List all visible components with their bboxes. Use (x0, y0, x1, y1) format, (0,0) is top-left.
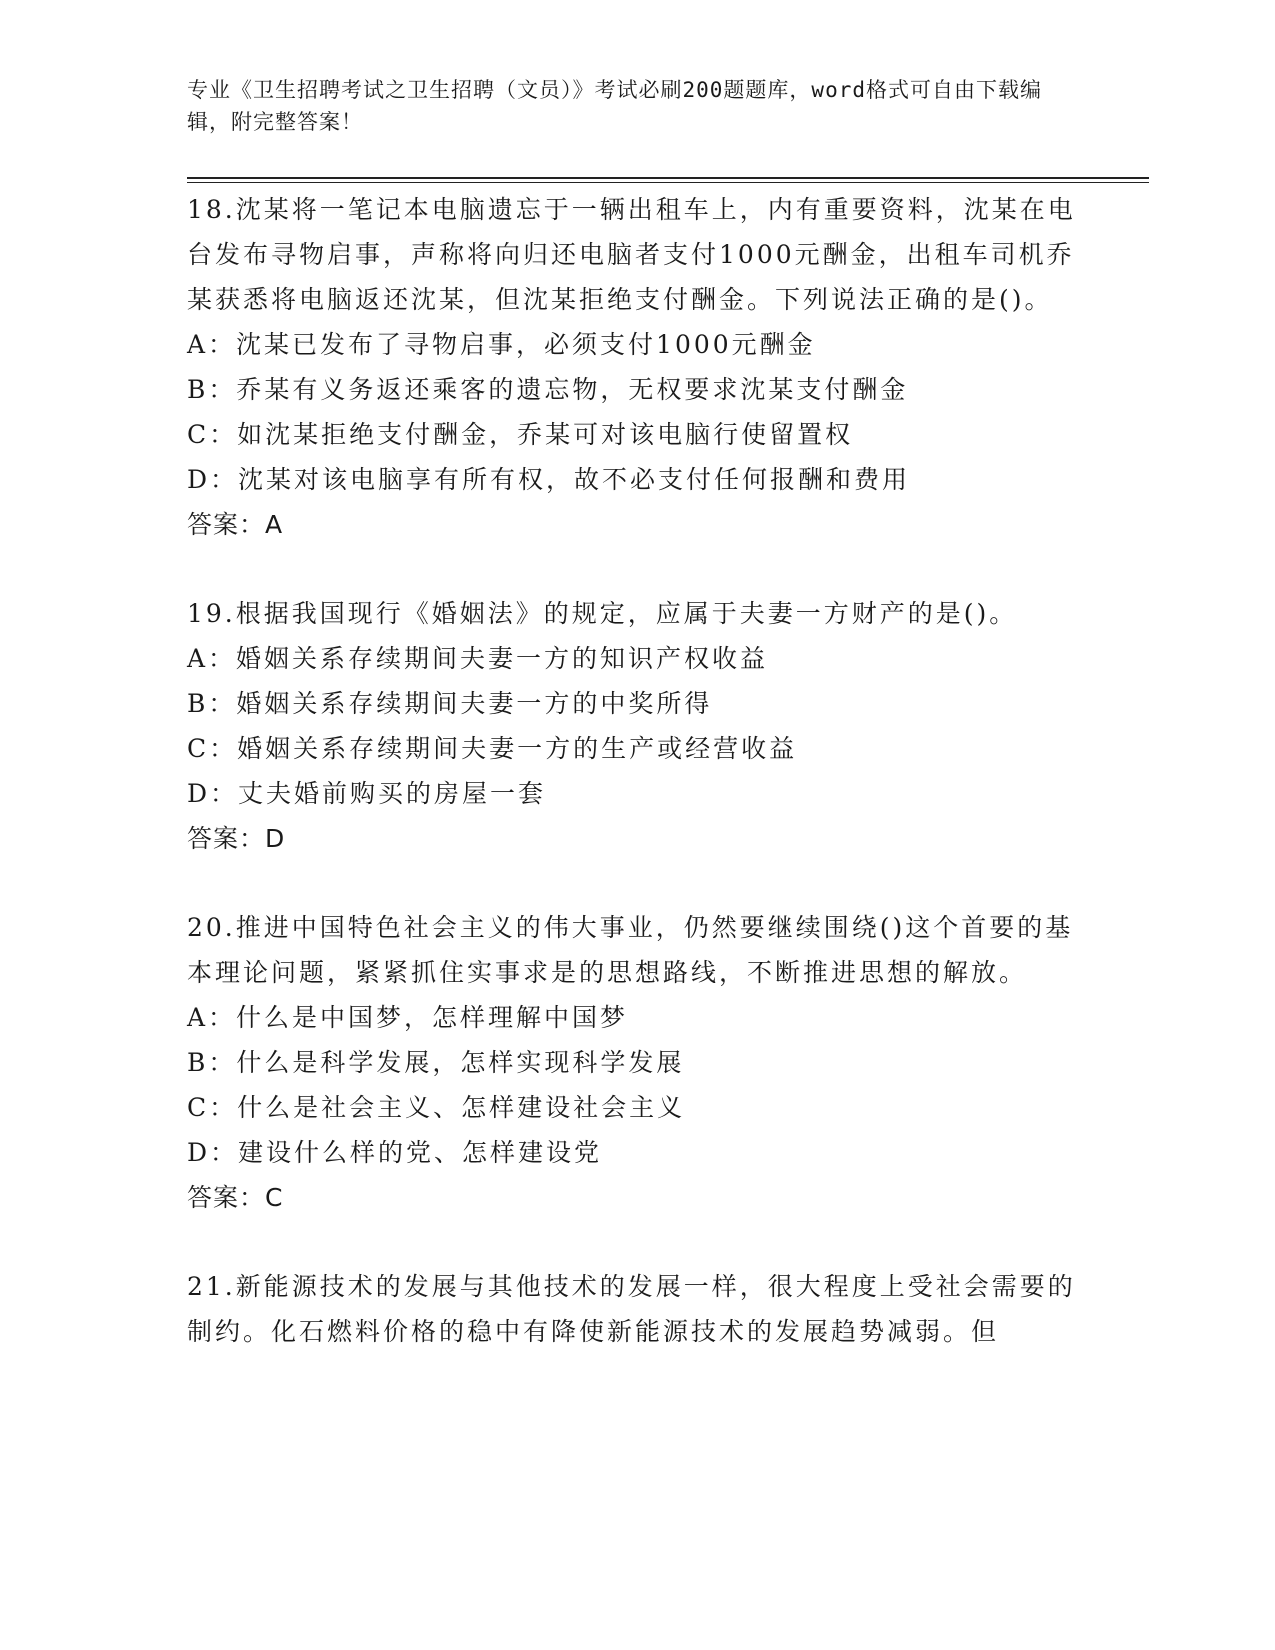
question-21 (187, 1264, 1087, 1354)
question-19 (187, 591, 1087, 861)
answer-line: 答案：C (187, 1183, 284, 1212)
option-d: D：丈夫婚前购买的房屋一套 (187, 779, 547, 808)
option-b: B：乔某有义务返还乘客的遗忘物，无权要求沈某支付酬金 (187, 375, 909, 404)
answer-line: 答案：D (187, 824, 286, 853)
header-divider-thin (187, 182, 1149, 183)
header-divider-thick (187, 177, 1149, 179)
option-a: A：什么是中国梦，怎样理解中国梦 (187, 1003, 629, 1032)
question-list (187, 187, 1087, 1398)
question-text: 19.根据我国现行《婚姻法》的规定，应属于夫妻一方财产的是()。 (187, 599, 1018, 628)
question-18 (187, 187, 1087, 547)
question-20 (187, 905, 1087, 1220)
option-d: D：建设什么样的党、怎样建设党 (187, 1138, 603, 1167)
option-d: D：沈某对该电脑享有所有权，故不必支付任何报酬和费用 (187, 465, 911, 494)
question-text: 18.沈某将一笔记本电脑遗忘于一辆出租车上，内有重要资料，沈某在电台发布寻物启事，声称将向归还电脑者支付1000元酬金，出租车司机乔某获悉将电脑返还沈某，但沈某拒绝支付酬金。下列说法正确的是()。 (187, 195, 1076, 314)
option-c: C：如沈某拒绝支付酬金，乔某可对该电脑行使留置权 (187, 420, 854, 449)
question-text: 20.推进中国特色社会主义的伟大事业，仍然要继续围绕()这个首要的基本理论问题，紧紧抓住实事求是的思想路线，不断推进思想的解放。 (187, 913, 1074, 987)
option-c: C：什么是社会主义、怎样建设社会主义 (187, 1093, 686, 1122)
option-a: A：婚姻关系存续期间夫妻一方的知识产权收益 (187, 644, 769, 673)
option-b: B：婚姻关系存续期间夫妻一方的中奖所得 (187, 689, 713, 718)
answer-line: 答案：A (187, 510, 284, 539)
option-a: A：沈某已发布了寻物启事，必须支付1000元酬金 (187, 330, 816, 359)
question-text: 21.新能源技术的发展与其他技术的发展一样，很大程度上受社会需要的制约。化石燃料价格的稳中有降使新能源技术的发展趋势减弱。但 (187, 1272, 1076, 1346)
document-header: 专业《卫生招聘考试之卫生招聘（文员）》考试必刷200题题库，word格式可自由下载编辑，附完整答案！ (187, 78, 1042, 134)
option-c: C：婚姻关系存续期间夫妻一方的生产或经营收益 (187, 734, 798, 763)
option-b: B：什么是科学发展，怎样实现科学发展 (187, 1048, 685, 1077)
